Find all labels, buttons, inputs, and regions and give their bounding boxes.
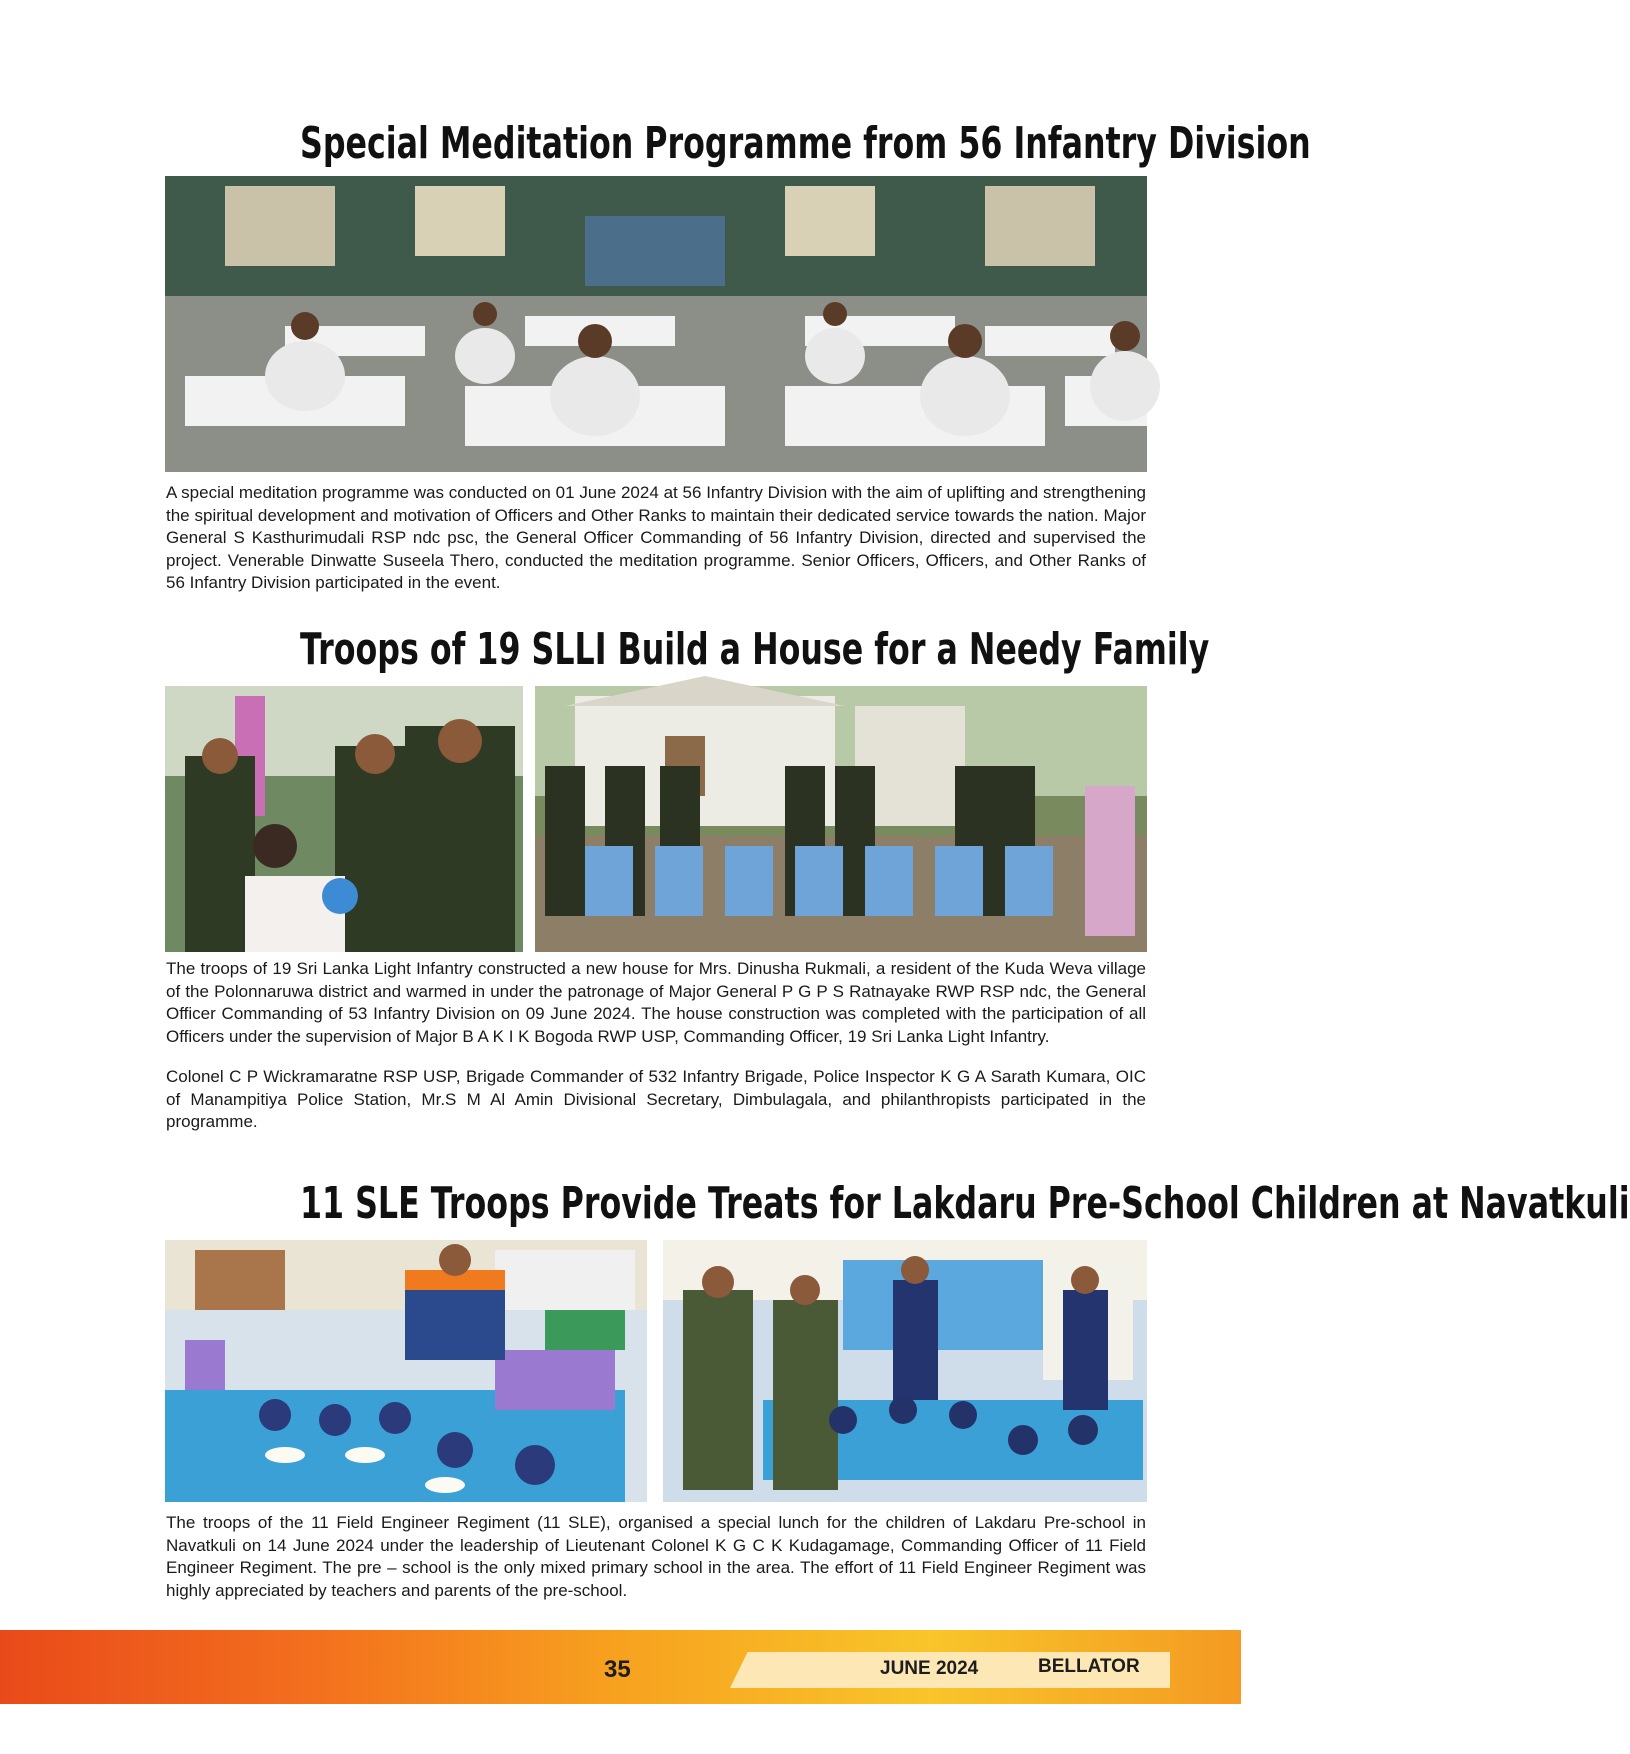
article-3-paragraph-1: The troops of the 11 Field Engineer Regiment (11 SLE), organised a special lunch for the children of Lakdaru Pre-school in Navatkuli on 14 June 2024 under the leadership of Lieutenant Colonel K G C K Kudagamage, Commanding Officer of 11 Field Engineer Regiment. The pre – school is the only mixed primary school in the area. The effort of 11 Field Engineer Regiment was highly appreciated by teachers and parents of the pre-school. bbox=[166, 1513, 1146, 1600]
article-2-paragraph-2: Colonel C P Wickramaratne RSP USP, Brigade Commander of 532 Infantry Brigade, Police Inspector K G A Sarath Kumara, OIC of Manampitiya Police Station, Mr.S M Al Amin Divisional Secretary, Dimbulagala, and philanthropists participated in the programme. bbox=[166, 1067, 1146, 1131]
preschool-lunch-photo-1 bbox=[165, 1240, 647, 1502]
house-group-photo bbox=[535, 686, 1147, 952]
publication-name: BELLATOR bbox=[1038, 1656, 1140, 1677]
article-1-title: Special Meditation Programme from 56 Infantry Division bbox=[300, 118, 1311, 169]
article-3-body bbox=[166, 1512, 1146, 1602]
issue-date: JUNE 2024 bbox=[880, 1658, 979, 1679]
article-2-paragraph-1: The troops of 19 Sri Lanka Light Infantry constructed a new house for Mrs. Dinusha Rukmali, a resident of the Kuda Weva village of the Polonnaruwa district and warmed in under the patronage of Major General P G P S Ratnayake RWP RSP ndc, the General Officer Commanding of 53 Infantry Division on 09 June 2024. The house construction was completed with the participation of all Officers under the supervision of Major B A K I K Bogoda RWP USP, Commanding Officer, 19 Sri Lanka Light Infantry. bbox=[166, 959, 1146, 1046]
article-1-paragraph-1: A special meditation programme was conducted on 01 June 2024 at 56 Infantry Division with the aim of uplifting and strengthening the spiritual development and motivation of Officers and Other Ranks to maintain their dedicated service towards the nation. Major General S Kasthurimudali RSP ndc psc, the General Officer Commanding of 56 Infantry Division, directed and supervised the project. Venerable Dinwatte Suseela Thero, conducted the meditation programme. Senior Officers, Officers, and Other Ranks of 56 Infantry Division participated in the event. bbox=[166, 483, 1146, 592]
article-2-body bbox=[166, 958, 1146, 1134]
page-number: 35 bbox=[604, 1656, 631, 1683]
article-2-title: Troops of 19 SLLI Build a House for a Needy Family bbox=[300, 624, 1210, 675]
preschool-lunch-photo-2 bbox=[663, 1240, 1147, 1502]
meditation-photo bbox=[165, 176, 1147, 472]
house-ribbon-photo bbox=[165, 686, 523, 952]
article-3-title: 11 SLE Troops Provide Treats for Lakdaru Pre-School Children at Navatkuli bbox=[300, 1178, 1630, 1229]
article-1-body bbox=[166, 482, 1146, 595]
